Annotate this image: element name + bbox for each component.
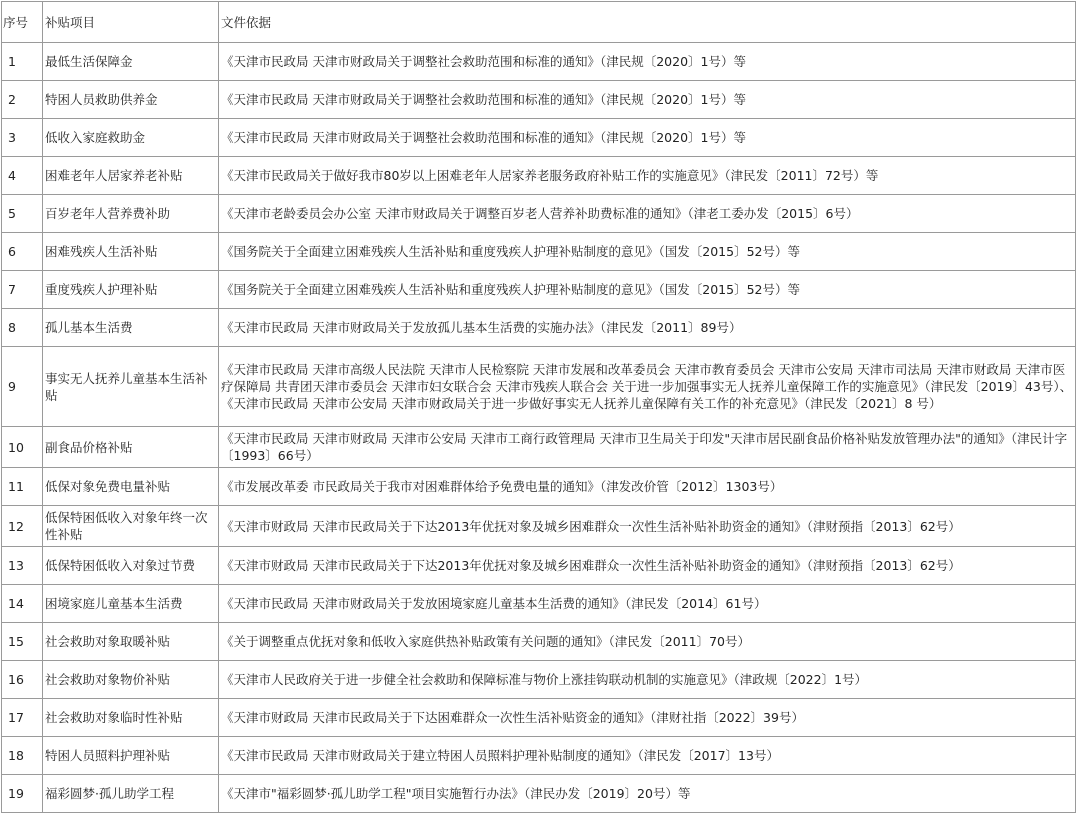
table-row: [2, 271, 1076, 309]
row-seq: 4: [2, 157, 43, 195]
row-basis: 《天津市民政局 天津市财政局关于调整社会救助范围和标准的通知》（津民规〔2020〕1号）等: [219, 43, 1076, 81]
table-row: [2, 309, 1076, 347]
row-seq: 7: [2, 271, 43, 309]
row-basis: 《关于调整重点优抚对象和低收入家庭供热补贴政策有关问题的通知》（津民发〔2011〕70号）: [219, 623, 1076, 661]
table-row: [2, 506, 1076, 547]
row-basis: 《天津市民政局 天津市财政局 天津市公安局 天津市工商行政管理局 天津市卫生局关于印发"天津市居民副食品价格补贴发放管理办法"的通知》（津民计字〔1993〕66号）: [219, 427, 1076, 468]
row-item: 福彩圆梦·孤儿助学工程: [43, 775, 219, 813]
row-item: 社会救助对象临时性补贴: [43, 699, 219, 737]
row-item: 低保对象免费电量补贴: [43, 468, 219, 506]
row-basis: 《国务院关于全面建立困难残疾人生活补贴和重度残疾人护理补贴制度的意见》（国发〔2015〕52号）等: [219, 233, 1076, 271]
row-basis: 《国务院关于全面建立困难残疾人生活补贴和重度残疾人护理补贴制度的意见》（国发〔2015〕52号）等: [219, 271, 1076, 309]
row-item: 社会救助对象取暖补贴: [43, 623, 219, 661]
row-seq: 14: [2, 585, 43, 623]
row-item: 困境家庭儿童基本生活费: [43, 585, 219, 623]
row-item: 低保特困低收入对象过节费: [43, 547, 219, 585]
table-row: [2, 661, 1076, 699]
table-row: [2, 468, 1076, 506]
table-row: [2, 195, 1076, 233]
row-seq: 1: [2, 43, 43, 81]
row-seq: 17: [2, 699, 43, 737]
row-basis: 《天津市民政局 天津市财政局关于调整社会救助范围和标准的通知》（津民规〔2020〕1号）等: [219, 119, 1076, 157]
row-item: 特困人员救助供养金: [43, 81, 219, 119]
row-basis: 《天津市民政局 天津市财政局关于调整社会救助范围和标准的通知》（津民规〔2020〕1号）等: [219, 81, 1076, 119]
row-basis: 《天津市财政局 天津市民政局关于下达2013年优抚对象及城乡困难群众一次性生活补贴补助资金的通知》（津财预指〔2013〕62号）: [219, 547, 1076, 585]
header-seq: 序号: [2, 2, 43, 43]
table-row: [2, 623, 1076, 661]
table-row: [2, 585, 1076, 623]
row-item: 困难老年人居家养老补贴: [43, 157, 219, 195]
table-row: [2, 347, 1076, 427]
table-row: [2, 119, 1076, 157]
table-row: [2, 775, 1076, 813]
row-seq: 10: [2, 427, 43, 468]
row-seq: 2: [2, 81, 43, 119]
row-basis: 《天津市民政局 天津市财政局关于建立特困人员照料护理补贴制度的通知》（津民发〔2017〕13号）: [219, 737, 1076, 775]
row-item: 孤儿基本生活费: [43, 309, 219, 347]
row-seq: 9: [2, 347, 43, 427]
row-basis: 《天津市财政局 天津市民政局关于下达困难群众一次性生活补贴资金的通知》（津财社指〔2022〕39号）: [219, 699, 1076, 737]
row-seq: 19: [2, 775, 43, 813]
row-seq: 13: [2, 547, 43, 585]
table-row: [2, 157, 1076, 195]
row-basis: 《天津市人民政府关于进一步健全社会救助和保障标准与物价上涨挂钩联动机制的实施意见》（津政规〔2022〕1号）: [219, 661, 1076, 699]
row-seq: 3: [2, 119, 43, 157]
row-basis: 《天津市民政局 天津市财政局关于发放困境家庭儿童基本生活费的通知》（津民发〔2014〕61号）: [219, 585, 1076, 623]
row-basis: 《天津市民政局 天津市财政局关于发放孤儿基本生活费的实施办法》（津民发〔2011〕89号）: [219, 309, 1076, 347]
row-seq: 12: [2, 506, 43, 547]
header-basis: 文件依据: [219, 2, 1076, 43]
row-item: 百岁老年人营养费补助: [43, 195, 219, 233]
row-item: 困难残疾人生活补贴: [43, 233, 219, 271]
table-header-row: [2, 2, 1076, 43]
row-seq: 6: [2, 233, 43, 271]
row-seq: 16: [2, 661, 43, 699]
table-row: [2, 427, 1076, 468]
row-item: 特困人员照料护理补贴: [43, 737, 219, 775]
row-item: 低收入家庭救助金: [43, 119, 219, 157]
row-basis: 《市发展改革委 市民政局关于我市对困难群体给予免费电量的通知》（津发改价管〔2012〕1303号）: [219, 468, 1076, 506]
row-seq: 11: [2, 468, 43, 506]
table-row: [2, 81, 1076, 119]
table-row: [2, 233, 1076, 271]
row-seq: 18: [2, 737, 43, 775]
row-basis: 《天津市民政局 天津市高级人民法院 天津市人民检察院 天津市发展和改革委员会 天津市教育委员会 天津市公安局 天津市司法局 天津市财政局 天津市医疗保障局 共青团天津市委员会 天津市妇女联合会 天津市残疾人联合会 关于进一步加强事实无人抚养儿童保障工作的实施意见》（津民发〔2019〕43号）、《天津市民政局 天津市公安局 天津市财政局关于进一步做好事实无人抚养儿童保障有关工作的补充意见》（津民发〔2021〕8 号）: [219, 347, 1076, 427]
table-row: [2, 43, 1076, 81]
row-basis: 《天津市财政局 天津市民政局关于下达2013年优抚对象及城乡困难群众一次性生活补贴补助资金的通知》（津财预指〔2013〕62号）: [219, 506, 1076, 547]
header-item: 补贴项目: [43, 2, 219, 43]
row-seq: 8: [2, 309, 43, 347]
row-item: 低保特困低收入对象年终一次性补贴: [43, 506, 219, 547]
row-item: 事实无人抚养儿童基本生活补贴: [43, 347, 219, 427]
subsidy-table: [1, 1, 1076, 813]
table-body: [2, 43, 1076, 813]
row-seq: 5: [2, 195, 43, 233]
row-item: 最低生活保障金: [43, 43, 219, 81]
row-seq: 15: [2, 623, 43, 661]
row-basis: 《天津市民政局关于做好我市80岁以上困难老年人居家养老服务政府补贴工作的实施意见》（津民发〔2011〕72号）等: [219, 157, 1076, 195]
row-basis: 《天津市"福彩圆梦·孤儿助学工程"项目实施暂行办法》（津民办发〔2019〕20号）等: [219, 775, 1076, 813]
row-item: 副食品价格补贴: [43, 427, 219, 468]
table-row: [2, 699, 1076, 737]
row-item: 社会救助对象物价补贴: [43, 661, 219, 699]
table-row: [2, 547, 1076, 585]
table-row: [2, 737, 1076, 775]
row-basis: 《天津市老龄委员会办公室 天津市财政局关于调整百岁老人营养补助费标准的通知》（津老工委办发〔2015〕6号）: [219, 195, 1076, 233]
row-item: 重度残疾人护理补贴: [43, 271, 219, 309]
